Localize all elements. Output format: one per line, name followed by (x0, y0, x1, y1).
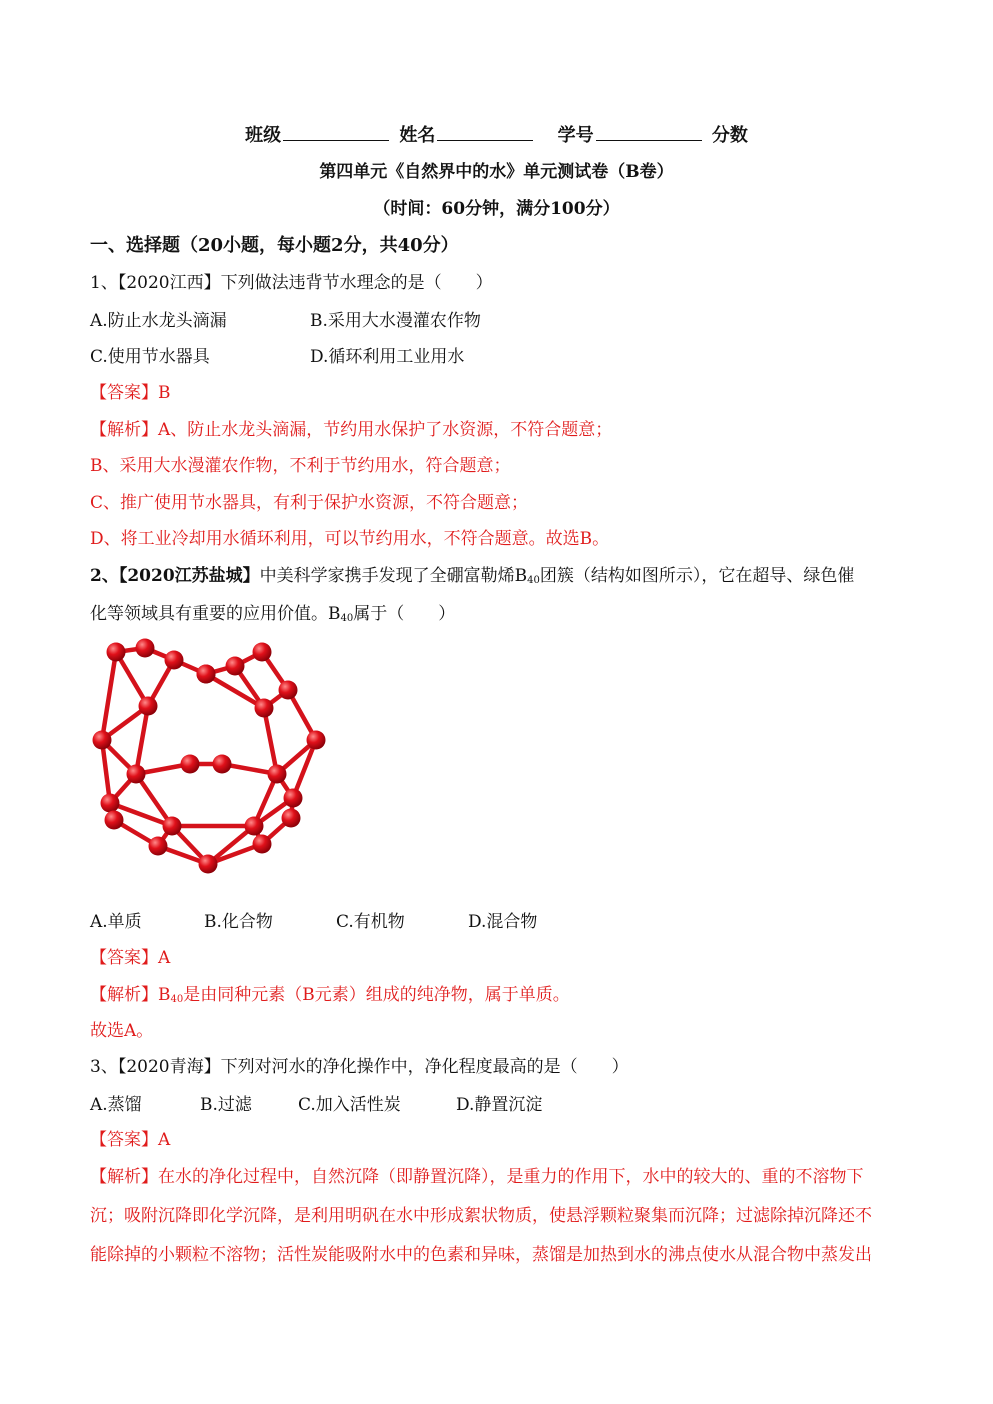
b40-bond (102, 652, 116, 740)
b40-atom (245, 817, 264, 836)
q2-source: 【2020江苏盐城】 (118, 566, 260, 586)
q3-option-c[interactable]: C.加入活性炭 (298, 1095, 401, 1115)
exam-title: 第四单元《自然界中的水》单元测试卷（B卷） (319, 162, 674, 182)
q1-options-row-1 (90, 309, 481, 333)
q3-number: 3、 (90, 1057, 118, 1077)
q2-options-row (90, 910, 537, 934)
q3-answer (90, 1128, 170, 1152)
q2-subscript-2: 40 (340, 613, 354, 624)
q2-analysis-subscript: 40 (170, 994, 184, 1005)
b40-bond (206, 674, 264, 708)
q2-analysis-a: B (158, 985, 171, 1005)
q3-analysis-label: 【解析】 (90, 1167, 158, 1187)
q2-stem-line-2 (90, 602, 455, 631)
q1-analysis-a: A、防止水龙头滴漏，节约用水保护了水资源，不符合题意； (158, 420, 613, 440)
b40-bond (264, 708, 277, 774)
score-label: 分数 (711, 125, 748, 146)
b40-atom (307, 731, 326, 750)
b40-atom (139, 697, 158, 716)
q3-answer-label: 【答案】 (90, 1130, 158, 1150)
q1-option-d[interactable]: D.循环利用工业用水 (310, 347, 465, 367)
b40-atom (101, 794, 120, 813)
q2-analysis (90, 983, 570, 1012)
q1-analysis-label: 【解析】 (90, 420, 158, 440)
q2-subscript-1: 40 (527, 575, 540, 586)
q1-stem: 下列做法违背节水理念的是（ ） (220, 273, 493, 293)
q2-option-b[interactable]: B.化合物 (204, 912, 273, 932)
b40-atom (181, 755, 200, 774)
q1-option-b[interactable]: B.采用大水漫灌农作物 (310, 311, 481, 331)
q3-answer-value: A (158, 1130, 171, 1150)
q3-analysis-line-3: 能除掉的小颗粒不溶物；活性炭能吸附水中的色素和异味，蒸馏是加热到水的沸点使水从混合物中蒸发出 (90, 1245, 872, 1265)
q2-number: 2、 (90, 566, 119, 586)
name-label: 姓名 (399, 125, 436, 146)
q1-number: 1、 (90, 273, 118, 293)
b40-atom (127, 765, 146, 784)
q2-analysis-b: 是由同种元素（B元素）组成的纯净物，属于单质。 (183, 985, 570, 1005)
q2-answer-value: A (158, 948, 171, 968)
q3-option-a[interactable]: A.蒸馏 (90, 1095, 142, 1115)
exam-subtitle: （时间：60分钟，满分100分） (373, 199, 620, 219)
q3-analysis-line-2: 沉；吸附沉降即化学沉降，是利用明矾在水中形成絮状物质，使悬浮颗粒聚集而沉降；过滤除掉沉降还不 (90, 1206, 872, 1226)
q2-analysis-label: 【解析】 (90, 985, 158, 1005)
class-blank[interactable] (283, 122, 389, 141)
b40-atom (255, 699, 274, 718)
q3-analysis-a: 在水的净化过程中，自然沉降（即静置沉降），是重力的作用下，水中的较大的、重的不溶物下 (158, 1167, 864, 1187)
q1-option-a[interactable]: A.防止水龙头滴漏 (90, 311, 227, 331)
q3-source: 【2020青海】 (117, 1057, 221, 1077)
q3-options-row (90, 1093, 542, 1117)
q1-analysis-line-3: C、推广使用节水器具，有利于保护水资源，不符合题意； (90, 493, 529, 513)
b40-cluster-figure (88, 638, 328, 882)
b40-atom (105, 811, 124, 830)
name-blank[interactable] (437, 122, 533, 141)
q3-stem: 下列对河水的净化操作中，净化程度最高的是（ ） (220, 1057, 629, 1077)
section-heading: 一、选择题（20小题，每小题2分，共40分） (90, 235, 459, 256)
q1-options-row-2 (90, 345, 464, 369)
q1-option-c[interactable]: C.使用节水器具 (90, 347, 210, 367)
q1-analysis-line-1 (90, 418, 612, 442)
id-blank[interactable] (596, 122, 702, 141)
b40-atom (282, 809, 301, 828)
q1-analysis-line-2: B、采用大水漫灌农作物，不利于节约用水，符合题意； (90, 456, 511, 476)
q3-option-b[interactable]: B.过滤 (200, 1095, 252, 1115)
b40-atom (165, 651, 184, 670)
b40-atom (149, 837, 168, 856)
b40-atom (199, 855, 218, 874)
question-2 (90, 564, 854, 593)
q2-answer (90, 946, 170, 970)
b40-atom (197, 665, 216, 684)
q3-analysis-line-1 (90, 1165, 864, 1189)
q1-source: 【2020江西】 (117, 273, 221, 293)
q2-stem-d: 属于（ ） (353, 604, 456, 624)
question-3 (90, 1055, 629, 1079)
q2-option-a[interactable]: A.单质 (90, 912, 142, 932)
q2-answer-label: 【答案】 (90, 948, 158, 968)
q2-stem-a: 中美科学家携手发现了全硼富勒烯B (259, 566, 528, 586)
q2-analysis-conclusion: 故选A。 (90, 1021, 154, 1041)
student-info-line (0, 122, 993, 148)
q2-stem-b: 团簇（结构如图所示），它在超导、绿色催 (539, 566, 855, 586)
id-label: 学号 (557, 125, 594, 146)
q2-option-c[interactable]: C.有机物 (336, 912, 405, 932)
b40-atom (93, 731, 112, 750)
q2-stem-c: 化等领域具有重要的应用价值。B (90, 604, 341, 624)
q1-analysis-line-4: D、将工业冷却用水循环利用，可以节约用水，不符合题意。故选B。 (90, 529, 610, 549)
q3-option-d[interactable]: D.静置沉淀 (456, 1095, 543, 1115)
class-label: 班级 (245, 125, 282, 146)
b40-atom (253, 835, 272, 854)
q1-answer (90, 381, 171, 405)
b40-atom (284, 789, 303, 808)
b40-atom (136, 639, 155, 658)
b40-atom (107, 643, 126, 662)
b40-atom (213, 755, 232, 774)
q1-answer-label: 【答案】 (90, 383, 158, 403)
question-1 (90, 271, 493, 295)
b40-atom (226, 657, 245, 676)
b40-atom (268, 765, 287, 784)
b40-atom (163, 817, 182, 836)
q1-answer-value: B (158, 383, 171, 403)
b40-atom (279, 681, 298, 700)
q2-option-d[interactable]: D.混合物 (468, 912, 538, 932)
b40-atom (253, 643, 272, 662)
